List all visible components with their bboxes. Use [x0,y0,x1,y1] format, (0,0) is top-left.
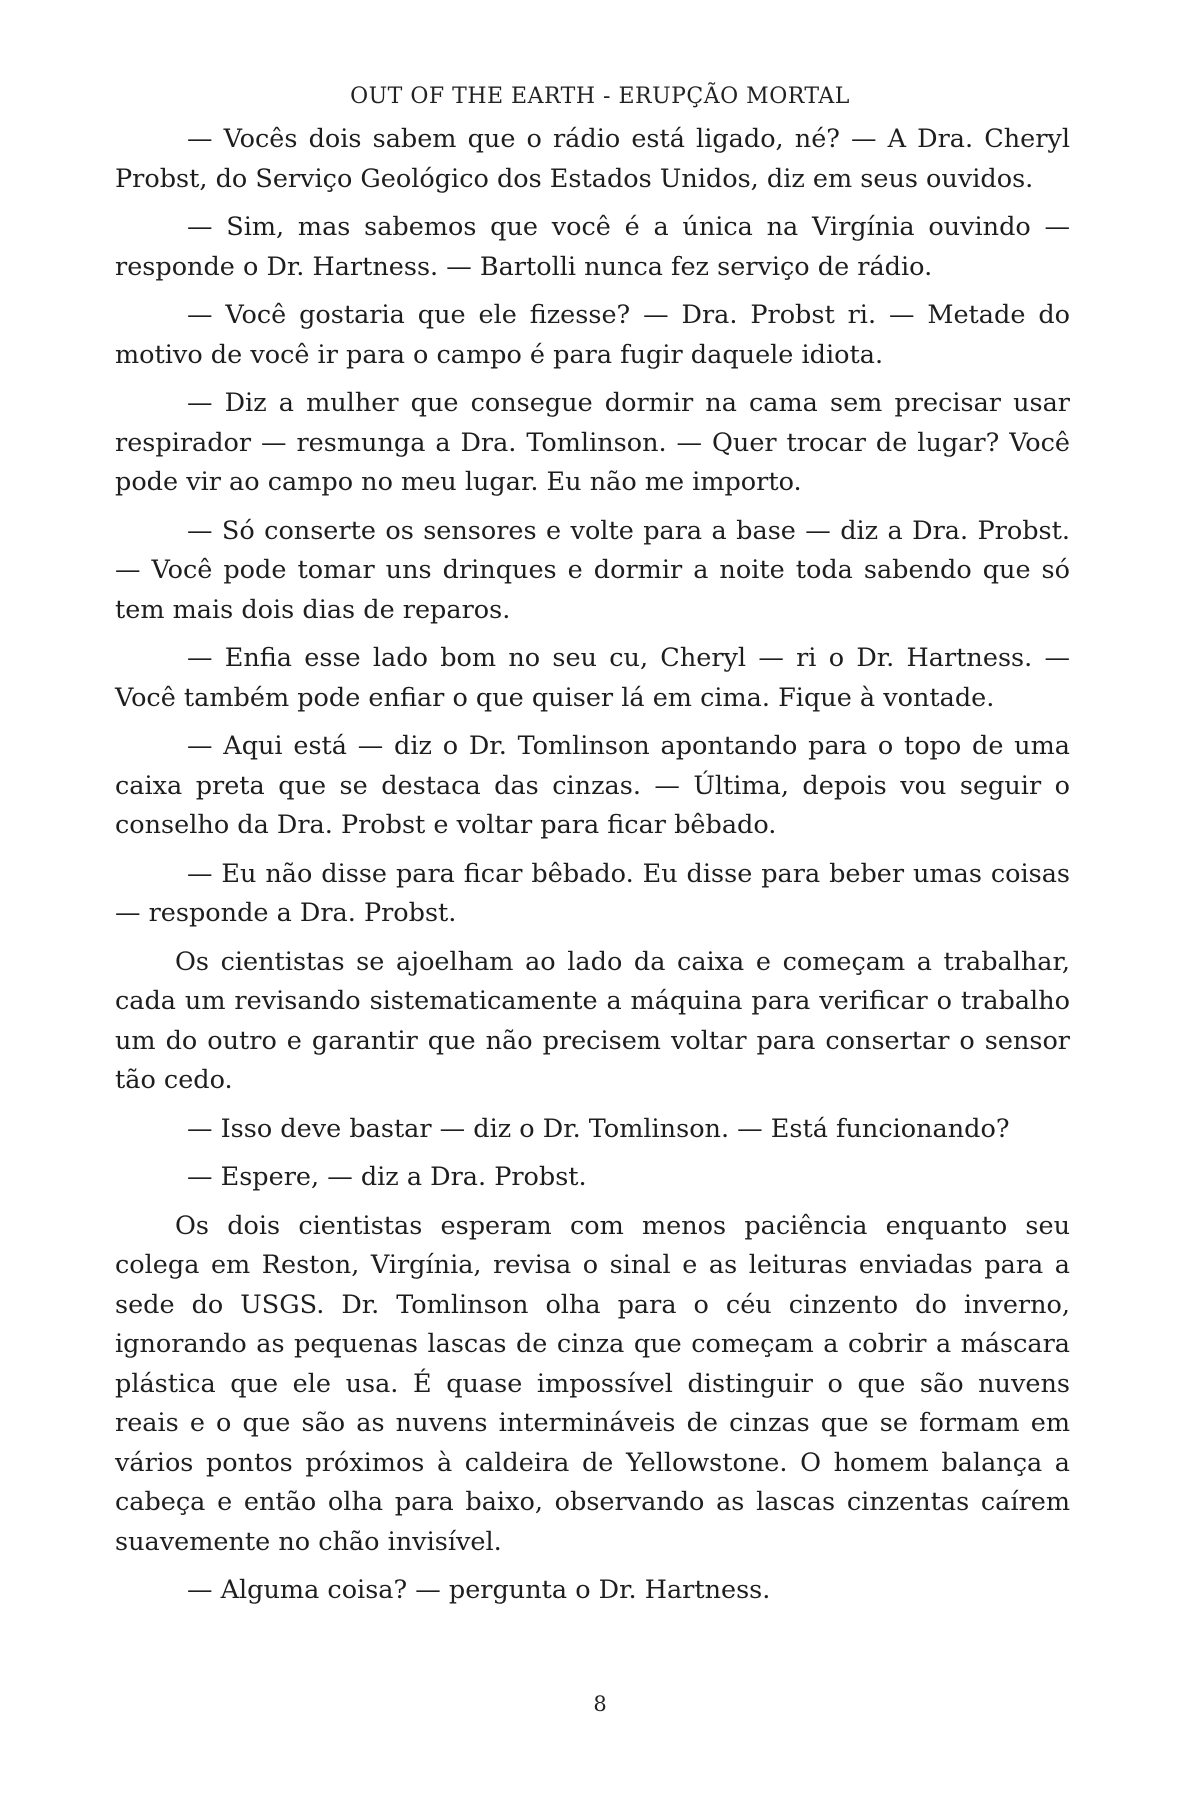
paragraph: — Vocês dois sabem que o rádio está ligado, né? — A Dra. Cheryl Probst, do Serviço Geológico dos Estados Unidos, diz em seus ouvidos. [115,124,1070,194]
paragraph: — Diz a mulher que consegue dormir na cama sem precisar usar respirador — resmunga a Dra. Tomlinson. — Quer trocar de lugar? Você pode vir ao campo no meu lugar. Eu não me importo. [115,388,1070,497]
paragraph: — Isso deve bastar — diz o Dr. Tomlinson. — Está funcionando? [187,1113,1010,1144]
paragraph: Os dois cientistas esperam com menos paciência enquanto seu colega em Reston, Virgínia, revisa o sinal e as leituras enviadas para a sede do USGS. Dr. Tomlinson olha para o céu cinzento do inverno, ignorando as pequenas lascas de cinza que começam a cobrir a máscara plástica que ele usa. É quase impossível distinguir o que são nuvens reais e o que são as nuvens intermináveis de cinzas que se formam em vários pontos próximos à caldeira de Yellowstone. O homem balança a cabeça e então olha para baixo, observando as lascas cinzentas caírem suavemente no chão invisível. [115,1210,1070,1557]
paragraph: — Sim, mas sabemos que você é a única na Virgínia ouvindo — responde o Dr. Hartness. — Bartolli nunca fez serviço de rádio. [115,212,1070,282]
body-text [115,120,1070,1620]
paragraph: — Você gostaria que ele fizesse? — Dra. Probst ri. — Metade do motivo de você ir para o campo é para fugir daquele idiota. [115,300,1070,370]
paragraph: — Alguma coisa? — pergunta o Dr. Hartness. [187,1575,771,1605]
paragraph: — Eu não disse para ficar bêbado. Eu disse para beber umas coisas — responde a Dra. Probst. [115,858,1070,928]
paragraph: — Enfia esse lado bom no seu cu, Cheryl — ri o Dr. Hartness. — Você também pode enfiar o que quiser lá em cima. Fique à vontade. [115,643,1070,713]
paragraph: — Espere, — diz a Dra. Probst. [187,1162,587,1192]
page-number: 8 [593,1692,607,1716]
running-header: OUT OF THE EARTH - ERUPÇÃO MORTAL [350,84,850,109]
paragraph: — Aqui está — diz o Dr. Tomlinson apontando para o topo de uma caixa preta que se destaca das cinzas. — Última, depois vou seguir o conselho da Dra. Probst e voltar para ficar bêbado. [115,731,1070,840]
paragraph: Os cientistas se ajoelham ao lado da caixa e começam a trabalhar, cada um revisando sistematicamente a máquina para verificar o trabalho um do outro e garantir que não precisem voltar para consertar o sensor tão cedo. [115,946,1070,1095]
paragraph: — Só conserte os sensores e volte para a base — diz a Dra. Probst. — Você pode tomar uns drinques e dormir a noite toda sabendo que só tem mais dois dias de reparos. [115,515,1070,625]
